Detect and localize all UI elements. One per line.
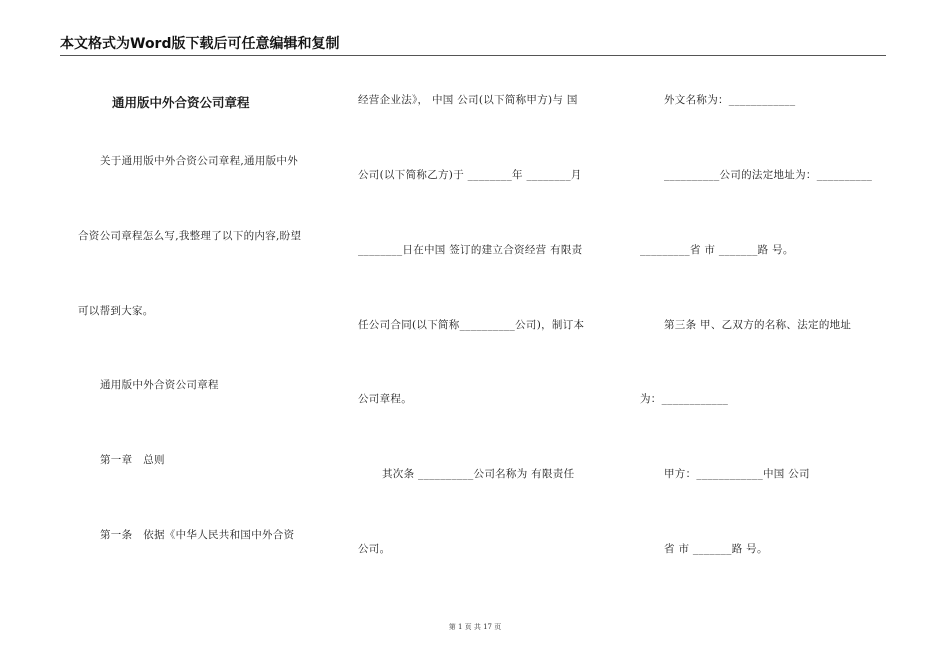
col2-line-6: 其次条 __________公司名称为 有限责任 [382, 468, 575, 480]
col1-line-4: 通用版中外合资公司章程 [100, 379, 219, 391]
col2-line-4: 任公司合同(以下简称__________公司)，制订本 [358, 319, 585, 331]
page-number: 第 1 页 共 17 页 [448, 623, 502, 631]
col2-line-7: 公司。 [358, 543, 391, 555]
col3-line-6: 甲方：____________中国 公司 [664, 468, 810, 480]
col1-line-6: 第一条 依据《中华人民共和国中外合资 [100, 529, 295, 541]
col1-line-1: 关于通用版中外合资公司章程,通用版中外 [100, 155, 299, 167]
col3-line-3: _________省 市 _______路 号。 [640, 244, 794, 256]
col3-line-5: 为：____________ [640, 393, 729, 405]
col3-line-7: 省 市 _______路 号。 [664, 543, 768, 555]
col2-line-1: 经营企业法》， 中国 公司(以下简称甲方)与 国 [358, 94, 578, 106]
col3-line-4: 第三条 甲、乙双方的名称、法定的地址 [664, 319, 852, 331]
document-title: 通用版中外合资公司章程 [112, 95, 250, 110]
col1-line-2: 合资公司章程怎么写,我整理了以下的内容,盼望 [78, 230, 302, 242]
col2-line-3: ________日在中国 签订的建立合资经营 有限责 [358, 244, 583, 256]
col2-line-2: 公司(以下简称乙方)于 ________年 ________月 [358, 169, 582, 181]
col3-line-1: 外文名称为：____________ [664, 94, 796, 106]
col2-line-5: 公司章程。 [358, 393, 412, 405]
col3-line-2: __________公司的法定地址为：__________ [664, 169, 873, 181]
col1-line-5: 第一章 总则 [100, 454, 165, 466]
col1-line-3: 可以帮到大家。 [78, 305, 154, 317]
document-header: 本文格式为Word版下载后可任意编辑和复制 [60, 35, 886, 56]
